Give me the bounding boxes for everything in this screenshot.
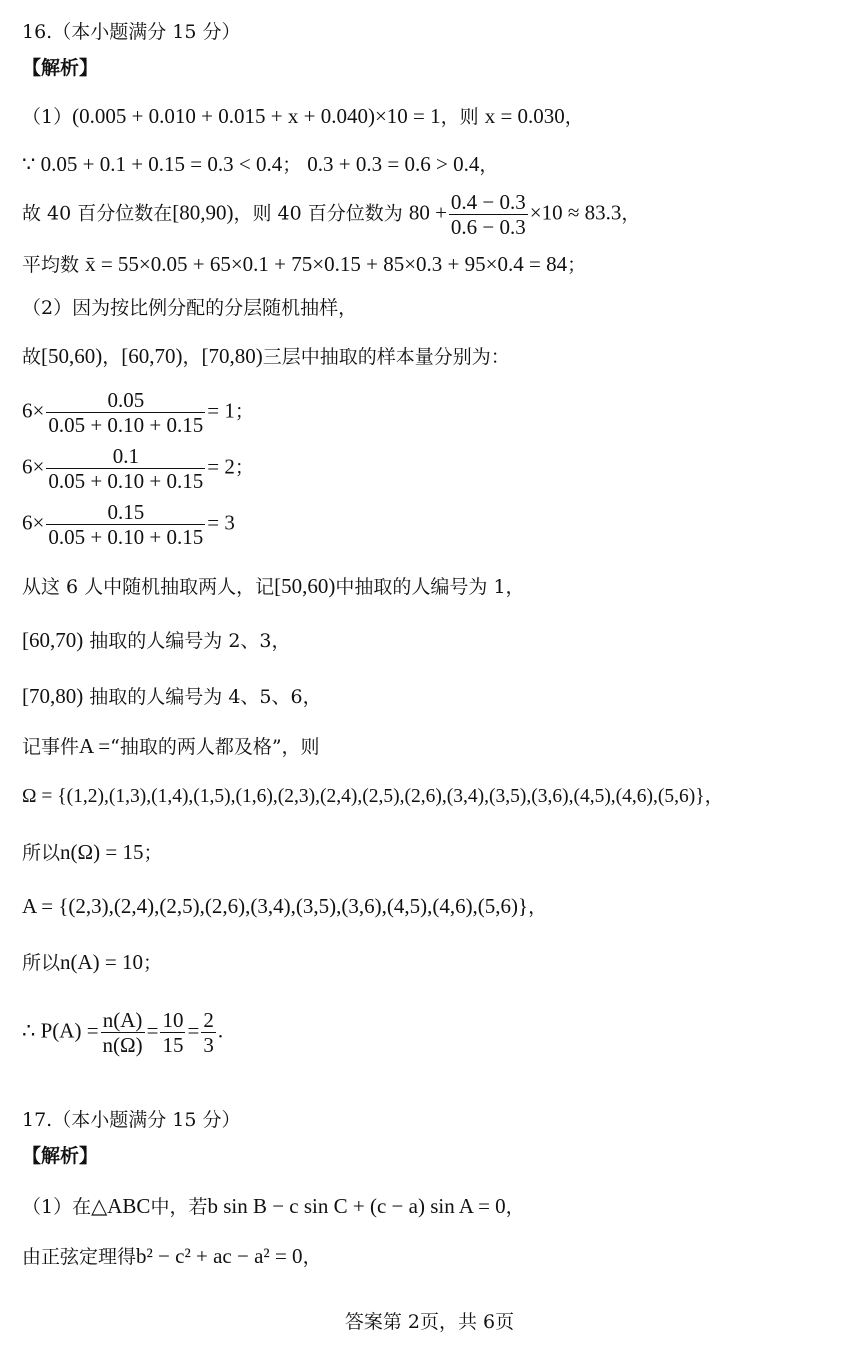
q16-line-2: ∵ 0.05 + 0.1 + 0.15 = 0.3 < 0.4； 0.3 + 0.3 = 0.6 > 0.4， — [22, 152, 499, 176]
fraction: $\frac{10}{15}$ — [162, 1008, 184, 1057]
q16-line-4: 平均数 x̄ = 55×0.05 + 65×0.1 + 75×0.15 + 85×0.3 + 95×0.4 = 84； — [22, 252, 587, 276]
q16-line-7: 从这 6 人中随机抽取两人，记[50,60)中抽取的人编号为 1， — [22, 574, 525, 598]
fraction: $\frac{0.4 - 0.3}{0.6 - 0.3}$ — [450, 190, 526, 239]
q16-fraction-2: 6× $\frac{0.1}{0.05 + 0.10 + 0.15}$ = 2； — [22, 444, 254, 493]
q16-line-5: （2）因为按比例分配的分层随机抽样， — [22, 297, 358, 319]
q16-line-8: [60,70) 抽取的人编号为 2、3， — [22, 628, 291, 652]
q16-line-6: 故[50,60)，[60,70)，[70,80)三层中抽取的样本量分别为： — [22, 344, 510, 368]
q16-header: 16.（本小题满分 15 分） — [22, 21, 241, 43]
q16-line-12: 所以n(Ω) = 15； — [22, 840, 163, 864]
q17-line-2: 由正弦定理得b² − c² + ac − a² = 0， — [22, 1244, 322, 1268]
q16-line-1: （1）(0.005 + 0.010 + 0.015 + x + 0.040)×10 = 1，则 x = 0.030， — [22, 104, 584, 128]
fraction: $\frac{n(A)}{n(\Omega)}$ — [102, 1008, 143, 1057]
q17-analysis-label: 【解析】 — [22, 1145, 99, 1167]
q16-line-10: 记事件A =“抽取的两人都及格”，则 — [22, 734, 320, 758]
q16-omega-set: Ω = {(1,2),(1,3),(1,4),(1,5),(1,6),(2,3),(2,4),(2,5),(2,6),(3,4),(3,5),(3,6),(4,5),(4,6),(5,6)}， — [22, 785, 724, 807]
q16-line-14: 所以n(A) = 10； — [22, 950, 163, 974]
fraction: $\frac{0.05}{0.05 + 0.10 + 0.15}$ — [48, 388, 204, 437]
q16-line-3: 故 40 百分位数在[80,90)，则 40 百分位数为 80 + $\frac{0.4 - 0.3}{0.6 - 0.3}$ ×10 ≈ 83.3， — [22, 190, 641, 239]
fraction: $\frac{0.15}{0.05 + 0.10 + 0.15}$ — [48, 500, 204, 549]
fraction: $\frac{2}{3}$ — [203, 1008, 214, 1057]
q16-line-9: [70,80) 抽取的人编号为 4、5、6， — [22, 684, 322, 708]
q17-line-1: （1）在△ABC中，若b sin B − c sin C + (c − a) sin A = 0， — [22, 1194, 525, 1218]
q16-fraction-3: 6× $\frac{0.15}{0.05 + 0.10 + 0.15}$ = 3 — [22, 500, 235, 549]
q16-analysis-label: 【解析】 — [22, 57, 99, 79]
q16-event-set: A = {(2,3),(2,4),(2,5),(2,6),(3,4),(3,5),(3,6),(4,5),(4,6),(5,6)}， — [22, 894, 548, 918]
q16-fraction-1: 6× $\frac{0.05}{0.05 + 0.10 + 0.15}$ = 1； — [22, 388, 254, 437]
q17-header: 17.（本小题满分 15 分） — [22, 1109, 241, 1131]
page-footer: 答案第 2页，共 6页 — [344, 1311, 515, 1333]
q16-probability: ∴ P(A) = $\frac{n(A)}{n(\Omega)}$ = $\frac{10}{15}$ = $\frac{2}{3}$ . — [22, 1008, 224, 1057]
fraction: $\frac{0.1}{0.05 + 0.10 + 0.15}$ — [48, 444, 204, 493]
